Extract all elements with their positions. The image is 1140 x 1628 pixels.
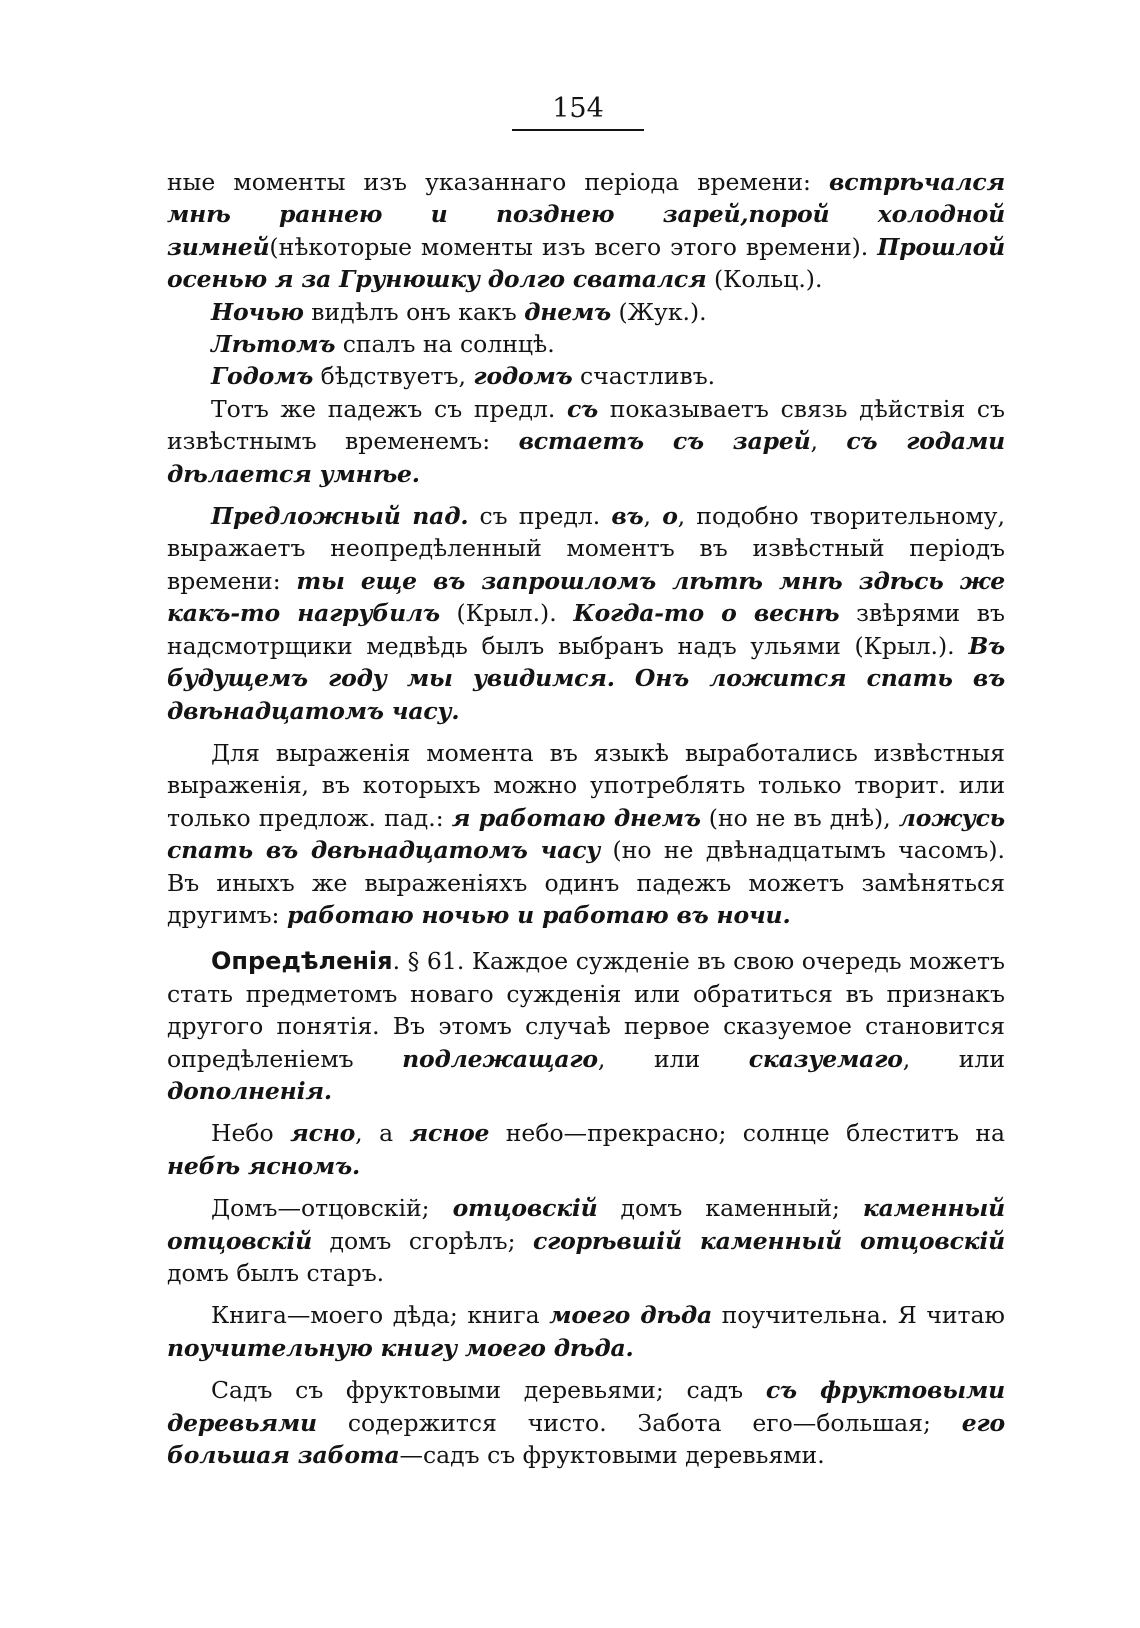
italic-example: Въ будущемъ году мы увидимся. Онъ ложится спать въ двѣнадцатомъ часу. [167,631,1005,725]
italic-example: днемъ [524,297,611,326]
paragraph [167,166,1005,296]
paragraph [167,1192,1005,1289]
text-run: содержится чисто. Забота его—большая; [316,1408,962,1437]
paragraph [167,360,1005,392]
text-run: , или [902,1044,1005,1073]
text-run: , подобно творительному, выражаетъ неопредѣленный моментъ въ извѣстный періодъ времени: [167,502,1005,595]
text-run: видѣлъ онъ какъ [303,297,525,326]
paragraph [167,393,1005,490]
italic-example: съ годами дѣлается умнѣе. [167,427,1005,488]
italic-example: я работаю днемъ [451,803,701,832]
italic-example: ясное [409,1119,490,1148]
text-run: счастливъ. [572,362,716,391]
text-body [167,166,1005,1471]
text-run: показываетъ связь дѣйствія съ извѣстнымъ временемъ: [167,394,1005,456]
italic-example: каменный отцовскій [167,1194,1005,1255]
text-run: (Крыл.). [439,599,574,628]
page-number: 154 [552,93,604,124]
text-run: , [643,502,663,531]
italic-example: Предложный пад. [211,502,469,531]
paragraph [167,1299,1005,1364]
text-run: съ предл. [468,502,612,531]
text-run: Для выраженія момента въ языкѣ выработались извѣстныя выраженія, въ которыхъ можно употреблять только творит. или только предлож. пад.: [167,738,1005,832]
italic-example: сгорѣвшій каменный отцовскій [533,1226,1005,1255]
paragraph [167,296,1005,328]
italic-example: Прошлой осенью я за Грунюшку долго сватался [167,232,1005,294]
text-run: , [810,427,847,456]
text-run: спалъ на солнцѣ. [335,330,555,359]
italic-example: съ фруктовыми деревьями [167,1376,1006,1437]
paragraph [167,1374,1005,1471]
italic-example: работаю ночью и работаю въ ночи. [286,900,791,929]
italic-example: Когда-то о веснѣ [573,599,840,628]
italic-example: встрѣчался мнѣ раннею и позднею зарей,порой холодной зимней [167,168,1005,261]
text-run: (Жук.). [610,297,707,326]
text-run: Домъ—отцовскій; [211,1194,453,1223]
paragraph [167,1117,1005,1182]
paragraph [167,737,1005,931]
italic-example: Годомъ [211,362,314,391]
italic-example: Лѣтомъ [211,330,336,359]
italic-example: Ночью [211,297,304,326]
section-heading: Опредѣленія [211,947,393,976]
paragraph [167,500,1005,727]
italic-example: о [662,502,678,531]
paragraph [167,328,1005,360]
text-run: домъ сгорѣлъ; [311,1226,534,1255]
text-run: Садъ съ фруктовыми деревьями; садъ [211,1376,766,1405]
italic-example: встаетъ съ зарей [518,427,811,456]
italic-example: въ [611,502,644,531]
text-run: (но не двѣнадцатымъ часомъ). Въ иныхъ же выраженіяхъ одинъ падежъ можетъ замѣняться другимъ: [167,836,1005,929]
text-run: —садъ съ фруктовыми деревьями. [399,1441,825,1470]
text-run: (но не въ днѣ), [700,803,899,832]
italic-example: ясно [290,1119,356,1148]
text-run: звѣрями въ надсмотрщики медвѣдь былъ выбранъ надъ ульями (Крыл.). [167,599,1005,660]
italic-example: поучительную книгу моего дѣда. [167,1333,634,1362]
italic-example: его большая забота [167,1408,1005,1470]
text-run: небо—прекрасно; солнце блеститъ на [489,1119,1006,1148]
text-run: Тотъ же падежъ съ предл. [211,394,568,423]
italic-example: подлежащаго [402,1044,598,1073]
text-run: бѣдствуетъ, [313,362,474,391]
header-rule [512,129,644,131]
text-run: . § 61. Каждое сужденіе въ свою очередь можетъ стать предметомъ новаго сужденія или обратиться въ признакъ другого понятія. Въ этомъ случаѣ первое сказуемое становится опредѣленіемъ [167,947,1005,1073]
italic-example: съ [567,394,599,423]
text-run: , или [597,1044,749,1073]
italic-example: моего дѣда [549,1301,712,1330]
italic-example: ложусь спать въ двѣнадцатомъ часу [167,803,1005,865]
italic-example: сказуемаго [748,1044,903,1073]
text-run: Книга—моего дѣда; книга [211,1301,550,1330]
italic-example: дополненія. [167,1076,332,1105]
italic-example: годомъ [473,362,573,391]
italic-example: отцовскій [452,1194,598,1223]
italic-example: ты еще въ запрошломъ лѣтѣ мнѣ здѣсь же какъ-то нагрубилъ [167,566,1005,628]
text-run: ные моменты изъ указаннаго періода времени: [167,168,830,196]
text-run: , а [355,1119,410,1148]
italic-example: небѣ ясномъ. [167,1151,360,1180]
text-run: Небо [211,1119,291,1148]
paragraph [167,945,1005,1107]
text-run: поучительна. Я читаю [711,1301,1005,1330]
text-run: (нѣкоторые моменты изъ всего этого времени). [269,232,878,261]
text-run: (Кольц.). [706,265,823,294]
text-run: домъ каменный; [597,1194,863,1223]
text-run: домъ былъ старъ. [167,1259,385,1287]
